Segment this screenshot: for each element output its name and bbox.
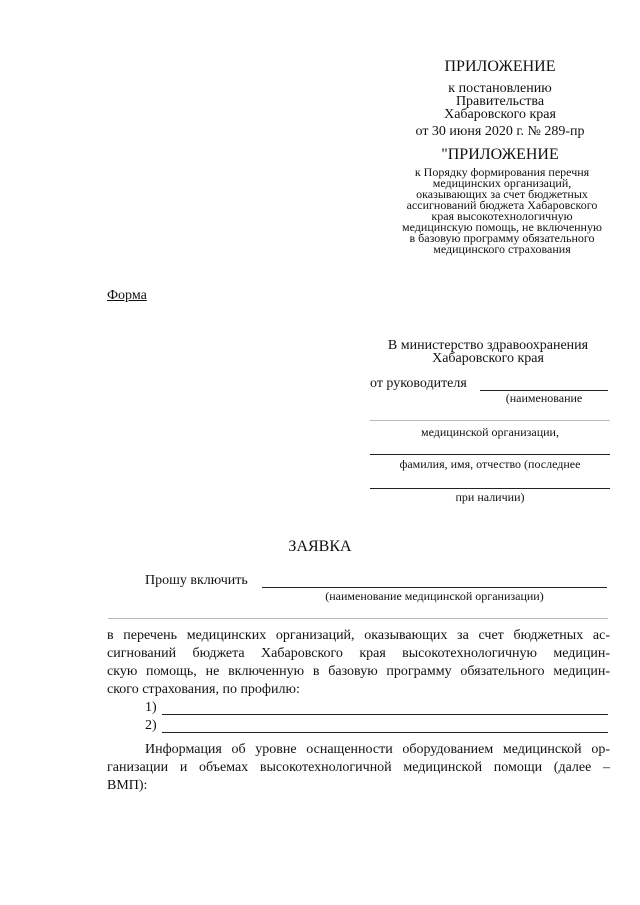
item-1-input-line[interactable] — [162, 714, 608, 715]
include-hint: (наименование медицинской организации) — [325, 589, 544, 603]
para1-line-1: в перечень медицинских организаций, оказывающих за счет бюджетных ас- — [107, 628, 610, 643]
para1-line-4: ского страхования, по профилю: — [107, 682, 300, 697]
appendix-line-3: Хабаровского края — [444, 107, 556, 122]
org-input-line[interactable] — [370, 420, 610, 421]
appendix2-line-6: медицинскую помощь, не включенную — [402, 220, 602, 234]
appendix2-line-7: в базовую программу обязательного — [409, 231, 595, 245]
appendix-title: ПРИЛОЖЕНИЕ — [444, 58, 556, 75]
appendix2-line-1: к Порядку формирования перечня — [414, 165, 590, 179]
appendix2-title: "ПРИЛОЖЕНИЕ — [441, 146, 559, 163]
appendix2-line-5: края высокотехнологичную — [431, 209, 573, 223]
appendix-date: от 30 июня 2020 г. № 289-пр — [415, 124, 585, 139]
appendix2-line-4: ассигнований бюджета Хабаровского — [406, 198, 598, 212]
include-input-line-2[interactable] — [108, 618, 608, 619]
addressee-line-2: Хабаровского края — [432, 351, 544, 366]
include-label: Прошу включить — [145, 573, 248, 588]
item-2-label: 2) — [145, 718, 157, 733]
from-label: от руководителя — [370, 376, 467, 391]
para2-line-1: Информация об уровне оснащенности оборудованием медицинской ор- — [145, 742, 610, 757]
from-hint-2: медицинской организации, — [421, 425, 559, 439]
item-2-input-line[interactable] — [162, 732, 608, 733]
para2-line-2: ганизации и объемах высокотехнологичной медицинской помощи (далее – — [107, 760, 610, 775]
para1-line-3: скую помощь, не включенную в базовую программу обязательного медицин- — [107, 664, 610, 679]
from-hint-3: фамилия, имя, отчество (последнее — [399, 457, 581, 471]
addressee-line-1: В министерство здравоохранения — [387, 338, 589, 353]
request-title: ЗАЯВКА — [288, 538, 352, 555]
name-input-line[interactable] — [370, 454, 610, 455]
appendix2-line-3: оказывающих за счет бюджетных — [416, 187, 588, 201]
appendix2-line-2: медицинских организаций, — [432, 176, 572, 190]
from-hint-1: (наименование — [505, 391, 583, 405]
form-label-text: Форма — [107, 288, 147, 303]
from-hint-4: при наличии) — [455, 490, 525, 504]
name-input-line-2[interactable] — [370, 488, 610, 489]
appendix-line-2: Правительства — [455, 94, 545, 109]
form-label — [107, 288, 147, 304]
para2-line-3: ВМП): — [107, 778, 148, 793]
para1-line-2: сигнований бюджета Хабаровского края высокотехнологичную медицин- — [107, 646, 610, 661]
item-1-label: 1) — [145, 700, 157, 715]
appendix-line-1: к постановлению — [448, 81, 552, 96]
include-input-line[interactable] — [262, 587, 607, 588]
appendix2-line-8: медицинского страхования — [433, 242, 571, 256]
